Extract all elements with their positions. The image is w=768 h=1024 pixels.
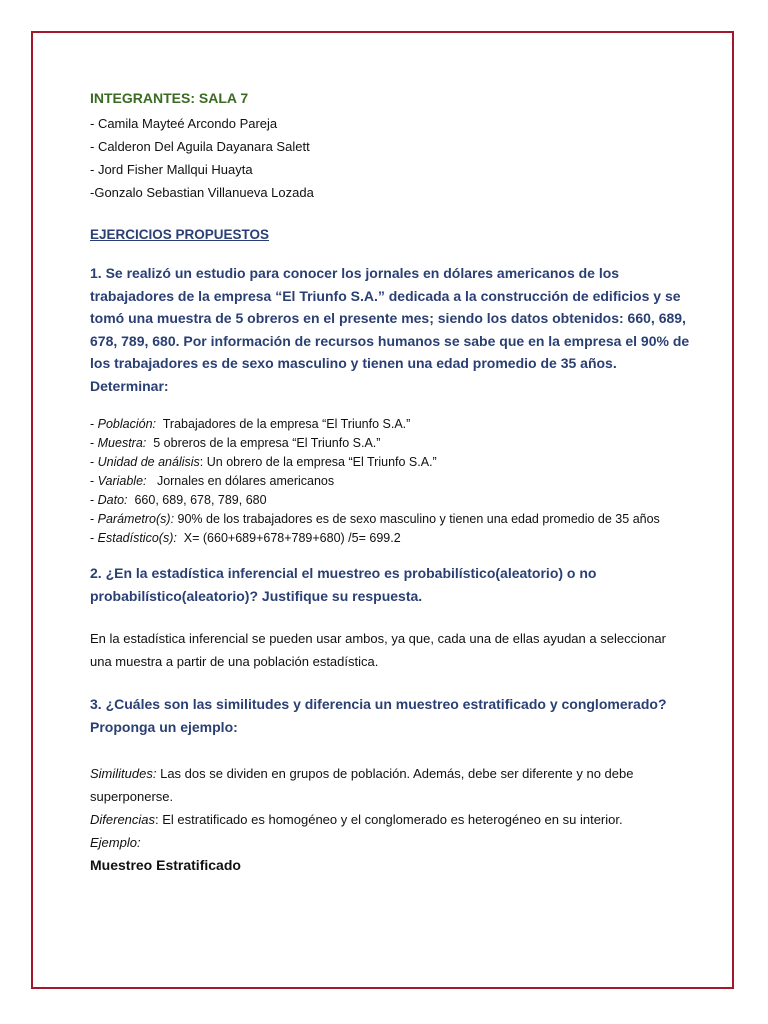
similitudes-text: Las dos se dividen en grupos de población. Además, debe ser diferente y no debe superponerse. <box>90 766 634 804</box>
diferencias <box>90 808 690 831</box>
answer-unidad: - Unidad de análisis: Un obrero de la empresa “El Triunfo S.A.” <box>90 455 437 469</box>
answer-label: Muestra: <box>97 436 147 450</box>
answer-label: Población: <box>97 417 157 431</box>
team-member: -Gonzalo Sebastian Villanueva Lozada <box>90 185 314 200</box>
question-3: 3. ¿Cuáles son las similitudes y diferencia un muestreo estratificado y conglomerado? Proponga un ejemplo: <box>90 696 667 735</box>
diferencias-text: : El estratificado es homogéneo y el conglomerado es heterogéneo en su interior. <box>155 812 623 827</box>
answer-value: 660, 689, 678, 789, 680 <box>134 493 267 507</box>
team-member: - Camila Mayteé Arcondo Pareja <box>90 116 278 131</box>
answer-value: 90% de los trabajadores es de sexo masculino y tienen una edad promedio de 35 años <box>177 512 660 526</box>
answer-parametro: - Parámetro(s): 90% de los trabajadores es de sexo masculino y tienen una edad promedio de 35 años <box>90 512 660 526</box>
similitudes <box>90 762 690 808</box>
team-member: - Jord Fisher Mallqui Huayta <box>90 162 253 177</box>
question-2-answer: En la estadística inferencial se pueden usar ambos, ya que, cada una de ellas ayudan a seleccionar una muestra a partir de una población estadística. <box>90 631 666 669</box>
team-member: - Calderon Del Aguila Dayanara Salett <box>90 139 310 154</box>
answer-dato: - Dato: 660, 689, 678, 789, 680 <box>90 493 267 507</box>
answer-value: 5 obreros de la empresa “El Triunfo S.A.” <box>153 436 381 450</box>
question-3-answer <box>90 762 690 877</box>
ejemplo <box>90 831 690 854</box>
question-1-determinar: Determinar: <box>90 377 169 394</box>
answer-value: Trabajadores de la empresa “El Triunfo S.A.” <box>162 417 411 431</box>
similitudes-label: Similitudes: <box>90 766 157 781</box>
answer-value: : Un obrero de la empresa “El Triunfo S.A.” <box>199 455 437 469</box>
answer-label: Variable: <box>97 474 147 488</box>
document-content <box>90 90 690 877</box>
section-title: EJERCICIOS PROPUESTOS <box>90 227 270 242</box>
answer-value: Jornales en dólares americanos <box>156 474 335 488</box>
question-1: 1. Se realizó un estudio para conocer los jornales en dólares americanos de los trabajadores de la empresa “El Triunfo S.A.” dedicada a la construcción de edificios y se tomó una muestra de 5 obreros en el presente mes; siendo los datos obtenidos: 660, 689, 678, 789, 680. Por información de recursos humanos se sabe que en la empresa el 90% de los trabajadores es de sexo masculino y tienen una edad promedio de 35 años. <box>90 265 690 371</box>
question-2: 2. ¿En la estadística inferencial el muestreo es probabilístico(aleatorio) o no probabilístico(aleatorio)? Justifique su respuesta. <box>90 565 597 604</box>
answer-estadistico: - Estadístico(s): X= (660+689+678+789+680) /5= 699.2 <box>90 531 401 545</box>
answer-poblacion: - Población: Trabajadores de la empresa “El Triunfo S.A.” <box>90 417 411 431</box>
answer-value: X= (660+689+678+789+680) /5= 699.2 <box>183 531 401 545</box>
answer-label: Unidad de análisis <box>97 455 200 469</box>
answer-variable: - Variable: Jornales en dólares americanos <box>90 474 335 488</box>
answer-label: Estadístico(s): <box>97 531 177 545</box>
ejemplo-label: Ejemplo: <box>90 835 141 850</box>
question-1-answers <box>90 415 690 548</box>
diferencias-label: Diferencias <box>90 812 156 827</box>
answer-muestra: - Muestra: 5 obreros de la empresa “El Triunfo S.A.” <box>90 436 381 450</box>
team-title: INTEGRANTES: SALA 7 <box>90 90 249 106</box>
answer-label: Parámetro(s): <box>97 512 175 526</box>
ejemplo-title: Muestreo Estratificado <box>90 857 241 873</box>
answer-label: Dato: <box>97 493 128 507</box>
